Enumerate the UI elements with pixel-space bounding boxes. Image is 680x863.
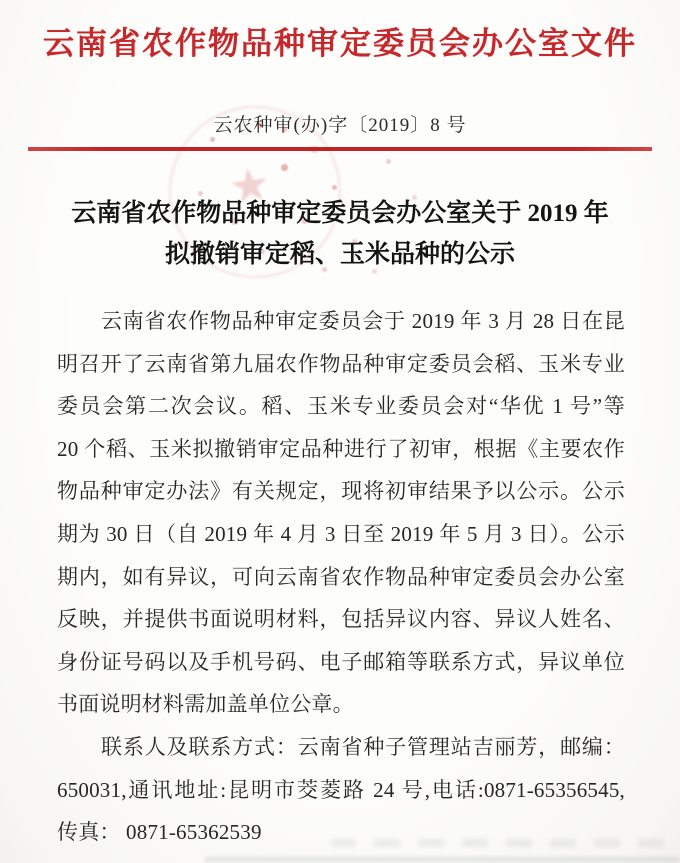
body-line: 期内，如有异议，可向云南省农作物品种审定委员会办公室 xyxy=(57,564,625,589)
scan-smudge-bottom xyxy=(205,857,680,862)
body-line: 委员会第二次会议。稻、玉米专业委员会对“华优 1 号”等 xyxy=(57,394,625,419)
body-line: 650031,通讯地址:昆明市茭菱路 24 号,电话:0871-65356545, xyxy=(57,777,625,802)
scan-smudge-upper xyxy=(330,839,670,847)
document-number: 云农种审(办)字〔2019〕8 号 xyxy=(213,115,467,136)
body-line: 书面说明材料需加盖单位公章。 xyxy=(57,692,354,717)
letterhead-org-title: 云南省农作物品种审定委员会办公室文件 xyxy=(43,26,637,61)
document-title-line2: 拟撤销审定稻、玉米品种的公示 xyxy=(164,241,515,268)
body-line: 云南省农作物品种审定委员会于 2019 年 3 月 28 日在昆 xyxy=(101,309,625,333)
body-line: 物品种审定办法》有关规定，现将初审结果予以公示。公示 xyxy=(57,479,625,504)
document-title-line1: 云南省农作物品种审定委员会办公室关于 2019 年 xyxy=(71,200,609,227)
document-title xyxy=(36,193,644,275)
body-line: 身份证号码以及手机号码、电子邮箱等联系方式，异议单位 xyxy=(57,649,625,674)
red-divider-line xyxy=(28,147,652,151)
body-line: 明召开了云南省第九届农作物品种审定委员会稻、玉米专业 xyxy=(57,351,625,376)
body-line: 传真： 0871-65362539 xyxy=(57,820,262,845)
body-line: 反映，并提供书面说明材料，包括异议内容、异议人姓名、 xyxy=(57,607,625,632)
seal-star-icon: ★ xyxy=(225,155,274,215)
seal-ink-speckles xyxy=(163,100,166,103)
body-line: 联系人及联系方式：云南省种子管理站吉丽芳，邮编： xyxy=(101,734,625,759)
body-line: 20 个稻、玉米拟撤销审定品种进行了初审，根据《主要农作 xyxy=(57,436,625,461)
document-body xyxy=(57,300,625,854)
body-line: 期为 30 日（自 2019 年 4 月 3 日至 2019 年 5 月 3 日）。公示 xyxy=(57,521,625,546)
